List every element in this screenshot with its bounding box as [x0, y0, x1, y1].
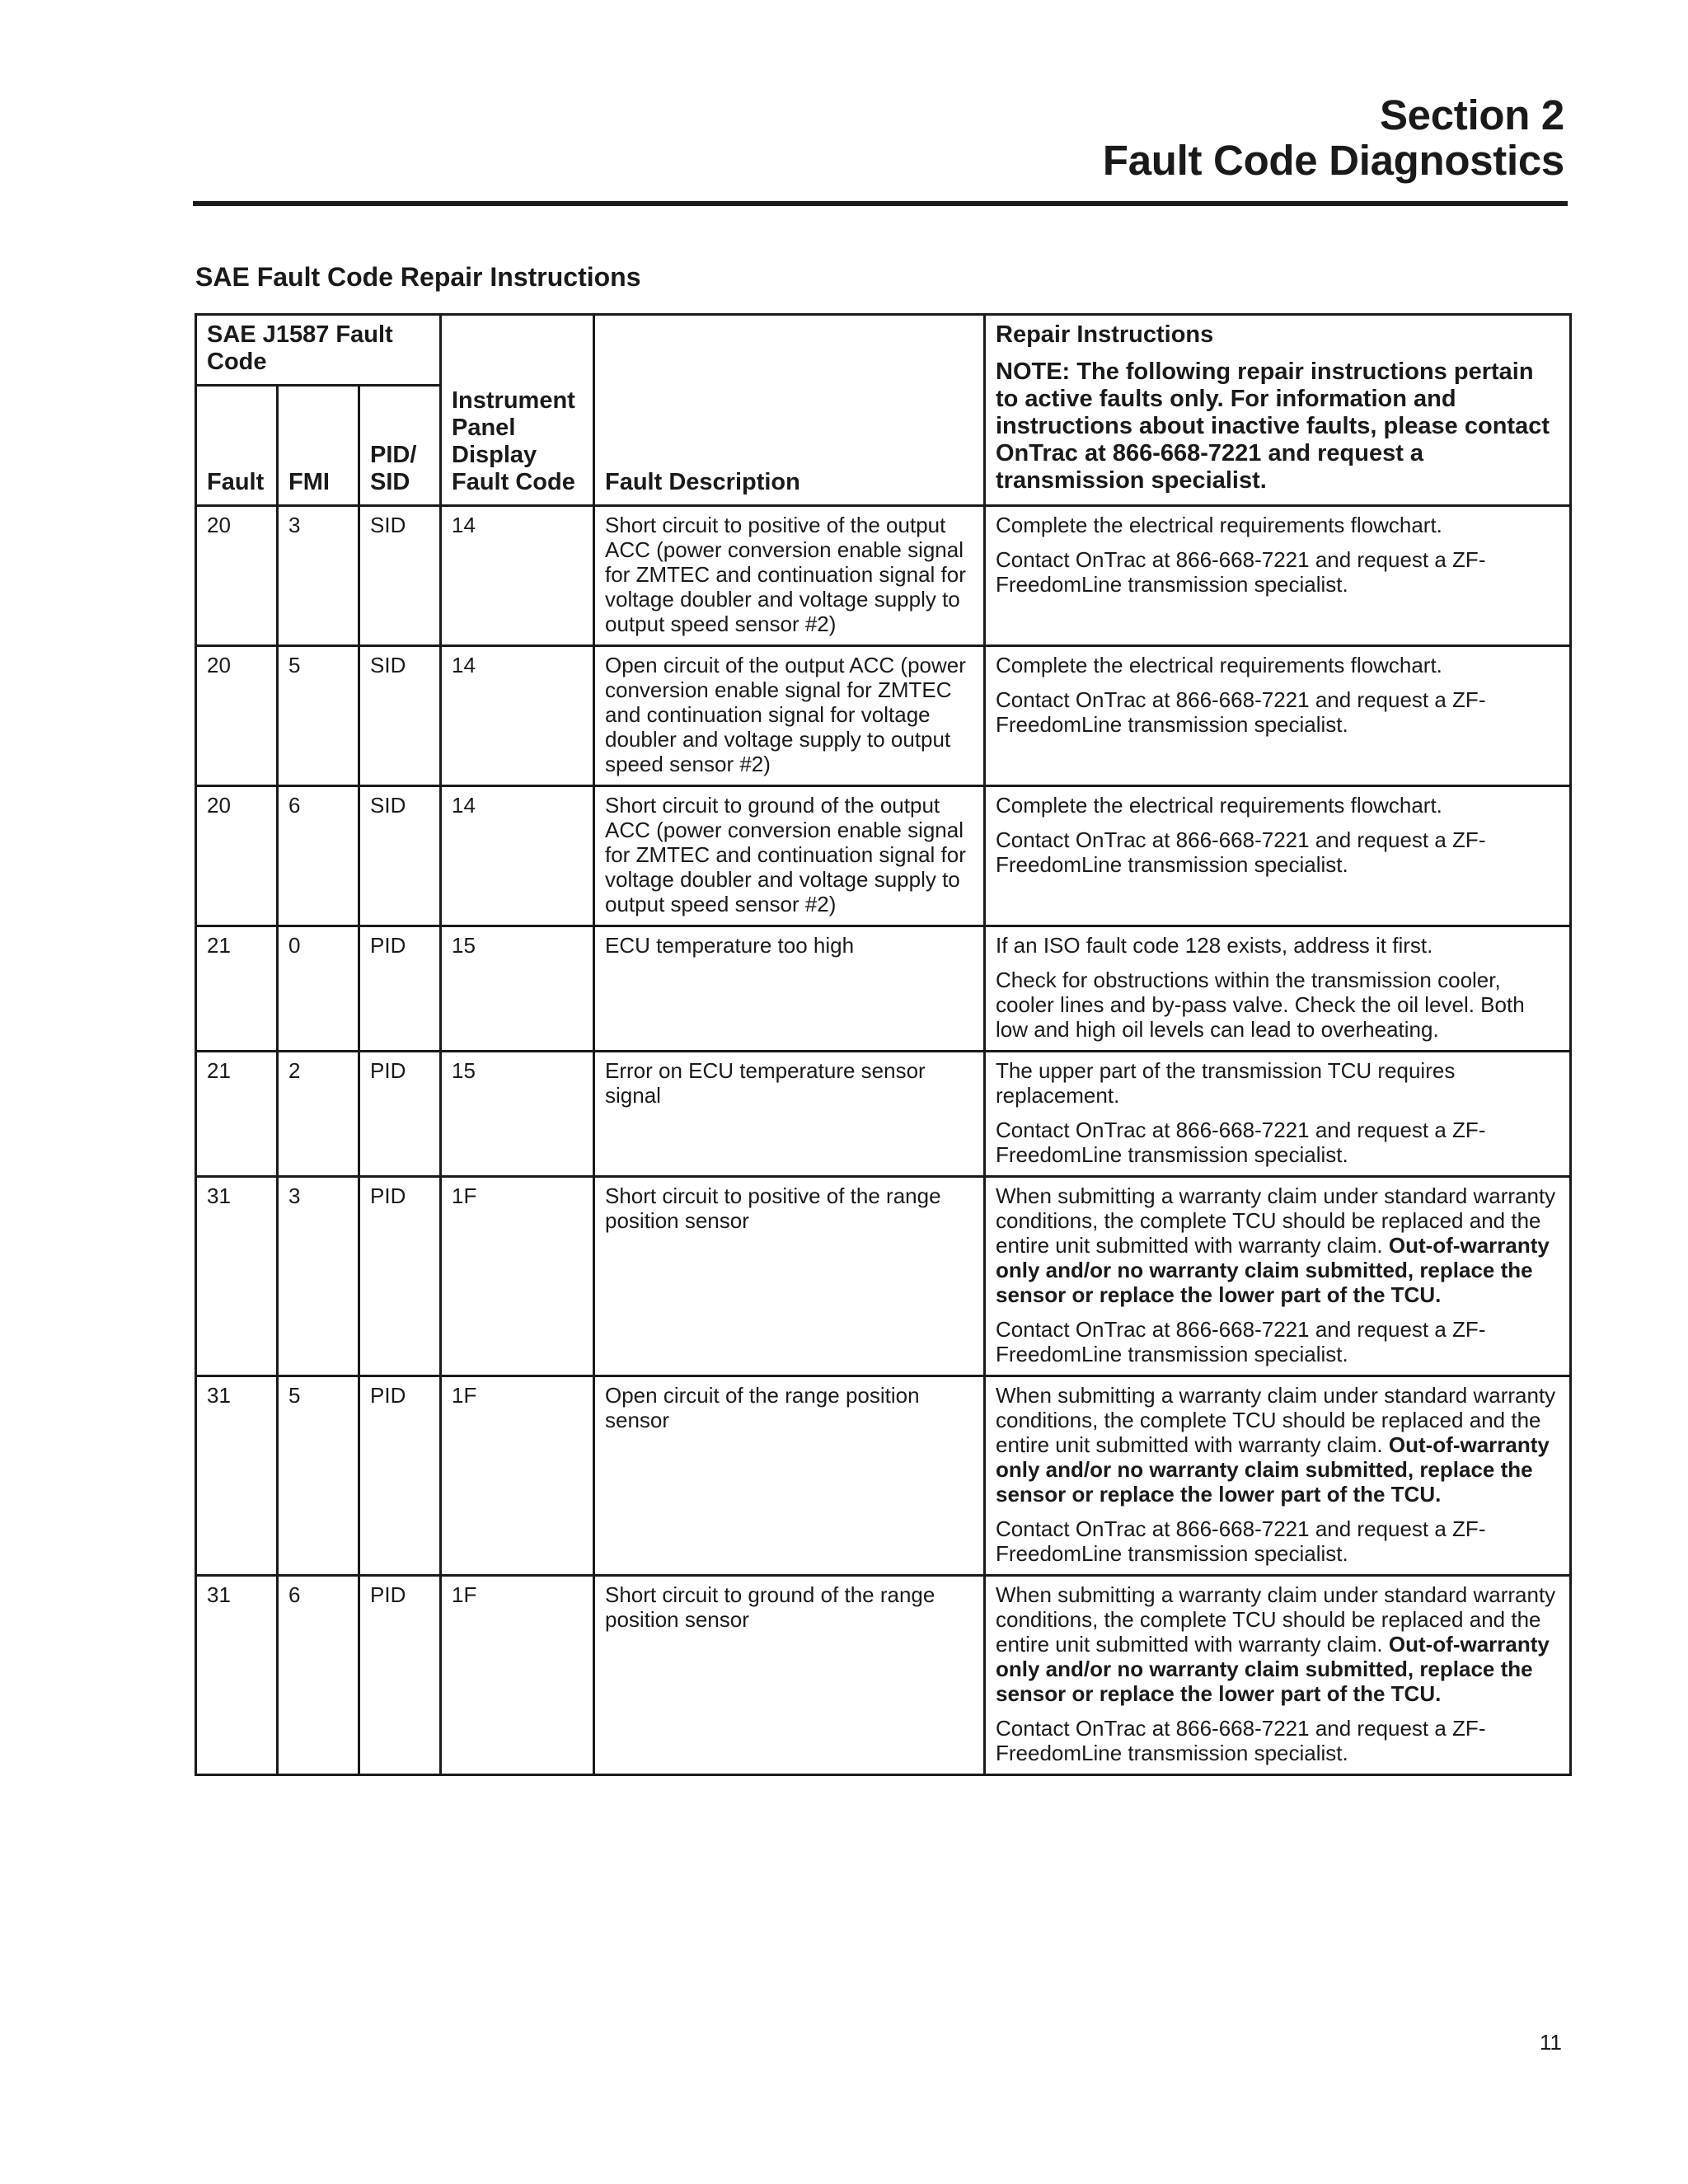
repair-paragraph	[996, 513, 1561, 537]
repair-paragraph	[996, 1582, 1561, 1706]
repair-cell	[985, 506, 1571, 646]
repair-cell	[985, 1177, 1571, 1376]
repair-paragraph	[996, 653, 1561, 677]
repair-cell	[985, 646, 1571, 786]
pidsid-cell: SID	[359, 786, 441, 926]
repair-cell	[985, 1376, 1571, 1576]
table-row	[196, 646, 1571, 786]
description-header: Fault Description	[594, 315, 985, 506]
repair-paragraph	[996, 1383, 1561, 1507]
fault-header: Fault	[196, 386, 278, 506]
fmi-cell: 5	[278, 646, 359, 786]
section-title: Fault Code Diagnostics	[1102, 137, 1564, 184]
fmi-cell: 3	[278, 1177, 359, 1376]
description-cell: Error on ECU temperature sensor signal	[594, 1052, 985, 1177]
fmi-header: FMI	[278, 386, 359, 506]
description-cell: ECU temperature too high	[594, 926, 985, 1052]
section-header	[1103, 92, 1564, 183]
repair-paragraph	[996, 968, 1561, 1042]
pidsid-header: PID/ SID	[359, 386, 441, 506]
repair-text: Contact OnTrac at 866-668-7221 and request a ZF-FreedomLine transmission specialist.	[996, 1118, 1486, 1167]
pidsid-cell: PID	[359, 1052, 441, 1177]
repair-text: When submitting a warranty claim under standard warranty conditions, the complete TCU should be replaced and the entire unit submitted with warranty claim.	[996, 1383, 1556, 1457]
description-cell: Short circuit to ground of the range position sensor	[594, 1576, 985, 1775]
fault-cell: 31	[196, 1576, 278, 1775]
repair-text: Contact OnTrac at 866-668-7221 and request a ZF-FreedomLine transmission specialist.	[996, 547, 1486, 597]
repair-text: If an ISO fault code 128 exists, address it first.	[996, 933, 1433, 958]
repair-text: Check for obstructions within the transmission cooler, cooler lines and by-pass valve. Check the oil level. Both low and high oil levels can lead to overheating.	[996, 968, 1525, 1042]
fault-cell: 20	[196, 646, 278, 786]
display-code-cell: 14	[441, 646, 594, 786]
page-subtitle: SAE Fault Code Repair Instructions	[195, 262, 641, 292]
display-code-cell: 1F	[441, 1376, 594, 1576]
repair-paragraph	[996, 827, 1561, 877]
pidsid-cell: PID	[359, 926, 441, 1052]
description-cell: Short circuit to positive of the range position sensor	[594, 1177, 985, 1376]
pidsid-cell: PID	[359, 1576, 441, 1775]
fault-cell: 31	[196, 1177, 278, 1376]
table-row	[196, 1376, 1571, 1576]
pidsid-cell: SID	[359, 506, 441, 646]
repair-paragraph	[996, 1118, 1561, 1167]
repair-paragraph	[996, 1058, 1561, 1108]
repair-text: Contact OnTrac at 866-668-7221 and request a ZF-FreedomLine transmission specialist.	[996, 1516, 1486, 1566]
repair-text: Contact OnTrac at 866-668-7221 and request a ZF-FreedomLine transmission specialist.	[996, 827, 1486, 877]
repair-text: Complete the electrical requirements flowchart.	[996, 793, 1442, 818]
description-cell: Open circuit of the output ACC (power conversion enable signal for ZMTEC and continuation signal for voltage doubler and voltage supply to output speed sensor #2)	[594, 646, 985, 786]
repair-paragraph	[996, 793, 1561, 818]
repair-warning-text: Out-of-warranty only and/or no warranty claim submitted, replace the sensor or replace the lower part of the TCU.	[996, 1432, 1550, 1507]
section-number: Section 2	[1379, 91, 1564, 138]
table-row	[196, 926, 1571, 1052]
pidsid-cell: PID	[359, 1177, 441, 1376]
repair-paragraph	[996, 1183, 1561, 1307]
repair-cell	[985, 786, 1571, 926]
description-cell: Short circuit to ground of the output ACC (power conversion enable signal for ZMTEC and continuation signal for voltage doubler and voltage supply to output speed sensor #2)	[594, 786, 985, 926]
repair-paragraph	[996, 1716, 1561, 1765]
pidsid-cell: PID	[359, 1376, 441, 1576]
table-row	[196, 1576, 1571, 1775]
fault-table-body	[196, 506, 1571, 1775]
repair-text: The upper part of the transmission TCU requires replacement.	[996, 1058, 1456, 1108]
repair-header-title: Repair Instructions	[996, 321, 1214, 348]
display-code-cell: 15	[441, 926, 594, 1052]
fmi-cell: 3	[278, 506, 359, 646]
repair-paragraph	[996, 687, 1561, 737]
fmi-cell: 0	[278, 926, 359, 1052]
repair-text: When submitting a warranty claim under standard warranty conditions, the complete TCU should be replaced and the entire unit submitted with warranty claim.	[996, 1183, 1556, 1258]
repair-paragraph	[996, 933, 1561, 958]
table-row	[196, 1052, 1571, 1177]
repair-text: When submitting a warranty claim under standard warranty conditions, the complete TCU should be replaced and the entire unit submitted with warranty claim.	[996, 1582, 1556, 1657]
repair-text: Complete the electrical requirements flowchart.	[996, 513, 1442, 537]
fault-cell: 21	[196, 926, 278, 1052]
repair-header-note: NOTE: The following repair instructions pertain to active faults only. For information and instructions about inactive faults, please contact OnTrac at 866-668-7221 and request a transmission specialist.	[996, 359, 1550, 494]
display-code-cell: 14	[441, 786, 594, 926]
fmi-cell: 6	[278, 1576, 359, 1775]
fault-cell: 20	[196, 506, 278, 646]
display-code-cell: 1F	[441, 1576, 594, 1775]
display-code-cell: 14	[441, 506, 594, 646]
display-code-header: Instrument Panel Display Fault Code	[441, 315, 594, 506]
repair-text: Contact OnTrac at 866-668-7221 and request a ZF-FreedomLine transmission specialist.	[996, 687, 1486, 737]
repair-paragraph	[996, 1516, 1561, 1566]
fault-cell: 21	[196, 1052, 278, 1177]
description-cell: Open circuit of the range position sensor	[594, 1376, 985, 1576]
repair-text: Contact OnTrac at 866-668-7221 and request a ZF-FreedomLine transmission specialist.	[996, 1716, 1486, 1765]
display-code-cell: 1F	[441, 1177, 594, 1376]
repair-warning-text: Out-of-warranty only and/or no warranty claim submitted, replace the sensor or replace the lower part of the TCU.	[996, 1233, 1550, 1307]
repair-warning-text: Out-of-warranty only and/or no warranty claim submitted, replace the sensor or replace the lower part of the TCU.	[996, 1632, 1550, 1706]
description-cell: Short circuit to positive of the output ACC (power conversion enable signal for ZMTEC and continuation signal for voltage doubler and voltage supply to output speed sensor #2)	[594, 506, 985, 646]
display-code-cell: 15	[441, 1052, 594, 1177]
fmi-cell: 6	[278, 786, 359, 926]
header-rule	[193, 201, 1568, 206]
repair-header	[985, 315, 1571, 506]
repair-text: Contact OnTrac at 866-668-7221 and request a ZF-FreedomLine transmission specialist.	[996, 1317, 1486, 1366]
repair-text: Complete the electrical requirements flowchart.	[996, 653, 1442, 677]
fmi-cell: 2	[278, 1052, 359, 1177]
table-row	[196, 506, 1571, 646]
fault-code-table	[195, 313, 1572, 1776]
repair-paragraph	[996, 1317, 1561, 1366]
fmi-cell: 5	[278, 1376, 359, 1576]
fault-cell: 31	[196, 1376, 278, 1576]
fault-cell: 20	[196, 786, 278, 926]
pidsid-cell: SID	[359, 646, 441, 786]
repair-cell	[985, 926, 1571, 1052]
table-row	[196, 786, 1571, 926]
repair-paragraph	[996, 547, 1561, 597]
page-number: 11	[1540, 2030, 1562, 2055]
repair-cell	[985, 1576, 1571, 1775]
table-row	[196, 1177, 1571, 1376]
sae-code-header: SAE J1587 Fault Code	[196, 315, 441, 386]
repair-cell	[985, 1052, 1571, 1177]
